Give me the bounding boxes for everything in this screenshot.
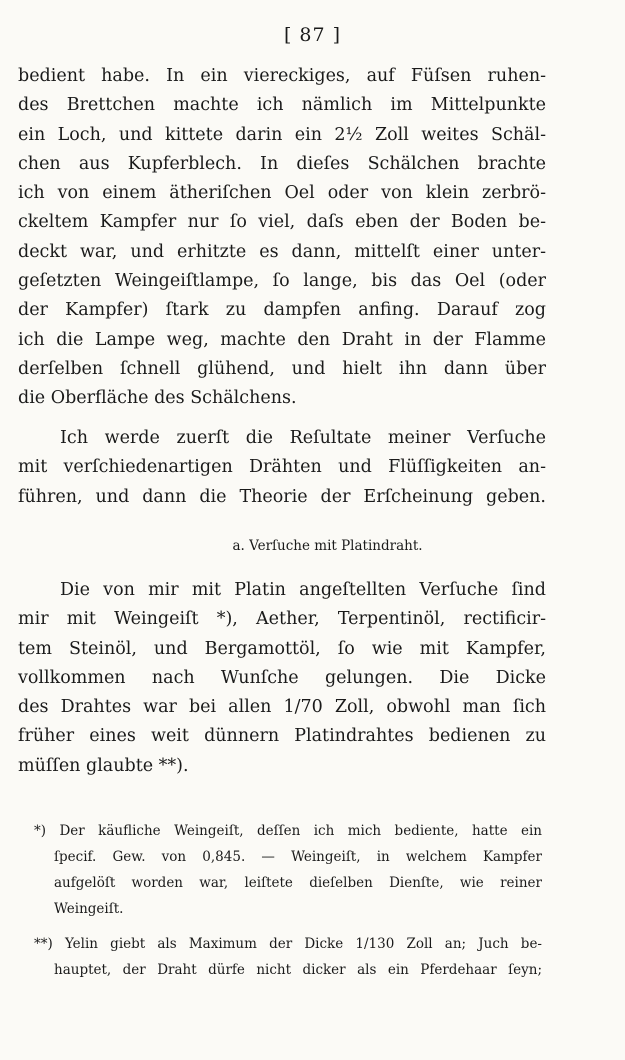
text-line: Die von mir mit Platin angeſtellten Verſuche ſind xyxy=(60,580,546,600)
text-line: des Brettchen machte ich nämlich im Mittelpunkte xyxy=(18,95,546,116)
footnote-line: *) Der käufliche Weingeiſt, deſſen ich mich bediente, hatte ein xyxy=(34,823,542,839)
text-line: führen, und dann die Theorie der Erſcheinung geben. xyxy=(18,486,546,507)
text-line: ckeltem Kampfer nur ſo viel, daſs eben der Boden be- xyxy=(18,212,546,233)
footnote-line: **) Yelin giebt als Maximum der Dicke 1/130 Zoll an; Juch be- xyxy=(34,936,542,952)
footnote-line: hauptet, der Draht dürfe nicht dicker als ein Pferdehaar ſeyn; xyxy=(54,962,542,978)
text-line: die Oberfläche des Schälchens. xyxy=(18,388,297,409)
text-line: des Drahtes war bei allen 1/70 Zoll, obwohl man ſich xyxy=(18,697,546,718)
text-line: der Kampfer) ſtark zu dampfen anfing. Darauf zog xyxy=(18,300,546,321)
footnote-2 xyxy=(34,931,542,983)
footnote-line: aufgelöſt worden war, leiſtete dieſelben Dienſte, wie reiner xyxy=(54,875,542,891)
text-line: früher eines weit dünnern Platindrahtes bedienen zu xyxy=(18,726,546,747)
section-heading: a. Verſuche mit Platindraht. xyxy=(232,538,423,554)
text-line: tem Steinöl, und Bergamottöl, ſo wie mit Kampfer, xyxy=(18,638,546,659)
paragraph-3 xyxy=(18,576,546,781)
footnote-1 xyxy=(34,818,542,922)
text-line: bedient habe. In ein viereckiges, auf Füſsen ruhen- xyxy=(18,66,546,86)
text-line: ein Loch, und kittete darin ein 2½ Zoll weites Schäl- xyxy=(18,124,546,145)
text-line: geſetzten Weingeiſtlampe, ſo lange, bis das Oel (oder xyxy=(18,271,546,292)
text-line: mir mit Weingeiſt *), Aether, Terpentinöl, rectificir- xyxy=(18,609,546,630)
footnote-line: Weingeiſt. xyxy=(54,901,124,917)
text-line: deckt war, und erhitzte es dann, mittelſt einer unter- xyxy=(18,241,546,262)
text-line: chen aus Kupferblech. In dieſes Schälchen brachte xyxy=(18,153,546,174)
page-number: [ 87 ] xyxy=(283,24,342,46)
text-line: ich von einem ätheriſchen Oel oder von klein zerbrö- xyxy=(18,183,546,204)
text-line: ich die Lampe weg, machte den Draht in der Flamme xyxy=(18,329,546,350)
text-line: mit verſchiedenartigen Drähten und Flüſſigkeiten an- xyxy=(18,457,546,478)
footnote-line: ſpecif. Gew. von 0,845. — Weingeiſt, in welchem Kampfer xyxy=(54,849,542,865)
text-line: müſſen glaubte **). xyxy=(18,755,189,776)
text-line: vollkommen nach Wunſche gelungen. Die Dicke xyxy=(18,667,546,688)
paragraph-1 xyxy=(18,62,546,414)
paragraph-2 xyxy=(18,424,546,512)
text-line: derſelben ſchnell glühend, und hielt ihn dann über xyxy=(18,358,546,379)
text-line: Ich werde zuerſt die Reſultate meiner Verſuche xyxy=(60,428,546,448)
